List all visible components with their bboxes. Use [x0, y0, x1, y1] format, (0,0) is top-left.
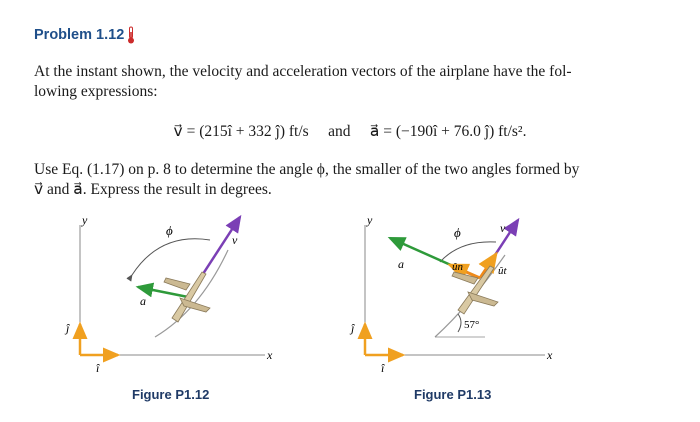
- figure-p1-13: [340, 210, 570, 402]
- problem-intro: [34, 62, 634, 102]
- velocity-label: v⃗: [232, 233, 247, 247]
- un-label: ûn: [452, 261, 463, 273]
- j-label: ĵ: [66, 321, 70, 335]
- equation-and: and: [328, 123, 351, 140]
- instruction-line-2: v⃗ and a⃗. Express the result in degrees.: [34, 181, 272, 198]
- figure-caption: Figure P1.12: [132, 387, 210, 402]
- ut-label: ût: [498, 265, 507, 277]
- angle-57-label: 57°: [464, 319, 480, 331]
- figure-caption: Figure P1.13: [414, 387, 492, 402]
- y-label: y: [367, 213, 373, 227]
- intro-line-2: lowing expressions:: [34, 83, 158, 100]
- x-label: x: [547, 348, 553, 362]
- phi-label: ϕ: [166, 223, 173, 238]
- figure-p1-12-drawing: [60, 210, 290, 375]
- acceleration-label: a⃗: [140, 294, 156, 308]
- problem-instruction: [34, 160, 674, 200]
- intro-line-1: At the instant shown, the velocity and acceleration vectors of the airplane have the fol-: [34, 63, 572, 80]
- equation-line: [0, 122, 700, 141]
- angle-phi-arc: [132, 239, 210, 275]
- phi-label: ϕ: [454, 225, 461, 240]
- x-label: x: [267, 348, 273, 362]
- velocity-label: v⃗: [500, 221, 515, 235]
- i-label: î: [96, 361, 100, 375]
- angle-57-arc: [458, 314, 461, 332]
- figure-p1-12: [60, 210, 290, 402]
- airplane-icon: [164, 272, 210, 322]
- velocity-equation: v⃗ = (215î + 332 ĵ) ft/s: [173, 123, 309, 140]
- problem-title: [34, 26, 135, 44]
- angle-phi-arc: [440, 242, 496, 262]
- problem-title-text: Problem 1.12: [34, 27, 125, 43]
- instruction-line-1: Use Eq. (1.17) on p. 8 to determine the angle ϕ, the smaller of the two angles formed by: [34, 161, 580, 178]
- j-label: ĵ: [351, 321, 355, 335]
- acceleration-label: a⃗: [398, 257, 414, 271]
- i-label: î: [381, 361, 385, 375]
- acceleration-equation: a⃗ = (−190î + 76.0 ĵ) ft/s².: [369, 123, 527, 140]
- thermometer-icon[interactable]: [127, 26, 135, 44]
- y-label: y: [82, 213, 88, 227]
- figure-p1-13-drawing: [340, 210, 570, 375]
